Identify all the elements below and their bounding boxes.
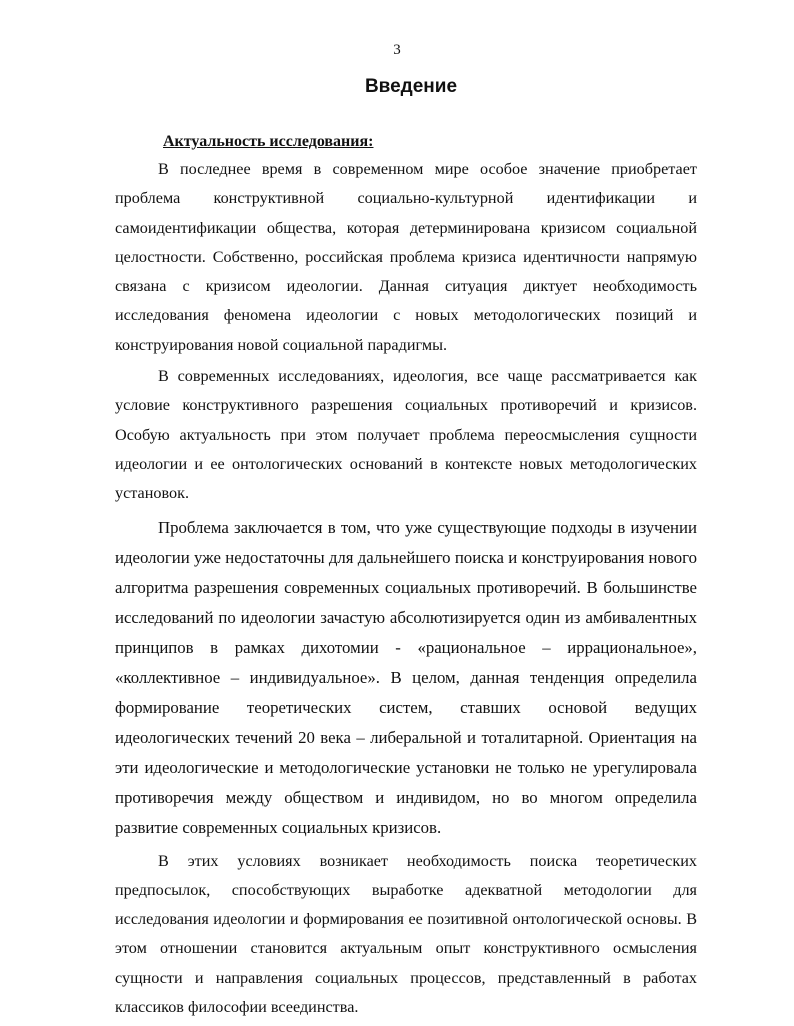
page-number: 3 [393, 42, 401, 58]
paragraph: Проблема заключается в том, что уже существующие подходы в изучении идеологии уже недостаточны для дальнейшего поиска и конструирования нового алгоритма разрешения современных социальных противоречий. В большинстве исследований по идеологии зачастую абсолютизируется один из амбивалентных принципов в рамках дихотомии - «рациональное – иррациональное», «коллективное – индивидуальное». В целом, данная тенденция определила формирование теоретических систем, ставших основой ведущих идеологических течений 20 века – либеральной и тоталитарной. Ориентация на эти идеологические и методологические установки не только не урегулировала противоречия между обществом и индивидом, но во многом определила развитие современных социальных кризисов. [115, 517, 697, 837]
document-body [115, 155, 697, 1022]
page-title: Введение [364, 76, 458, 97]
paragraph: В этих условиях возникает необходимость поиска теоретических предпосылок, способствующих выработке адекватной методологии для исследования идеологии и формирования ее позитивной онтологической основы. В этом отношении становится актуальным опыт конструктивного осмысления сущности и направления социальных процессов, представленный в работах классиков философии всеединства. [115, 851, 697, 1017]
paragraph: В последнее время в современном мире особое значение приобретает проблема конструктивной социально-культурной идентификации и самоидентификации общества, которая детерминирована кризисом социальной целостности. Собственно, российская проблема кризиса идентичности напрямую связана с кризисом идеологии. Данная ситуация диктует необходимость исследования феномена идеологии с новых методологических позиций и конструирования новой социальной парадигмы. [115, 160, 697, 354]
section-heading: Актуальность исследования: [163, 133, 374, 150]
paragraph: В современных исследованиях, идеология, все чаще рассматривается как условие конструктивного разрешения социальных противоречий и кризисов. Особую актуальность при этом получает проблема переосмысления сущности идеологии и ее онтологических оснований в контексте новых методологических установок. [115, 367, 697, 503]
